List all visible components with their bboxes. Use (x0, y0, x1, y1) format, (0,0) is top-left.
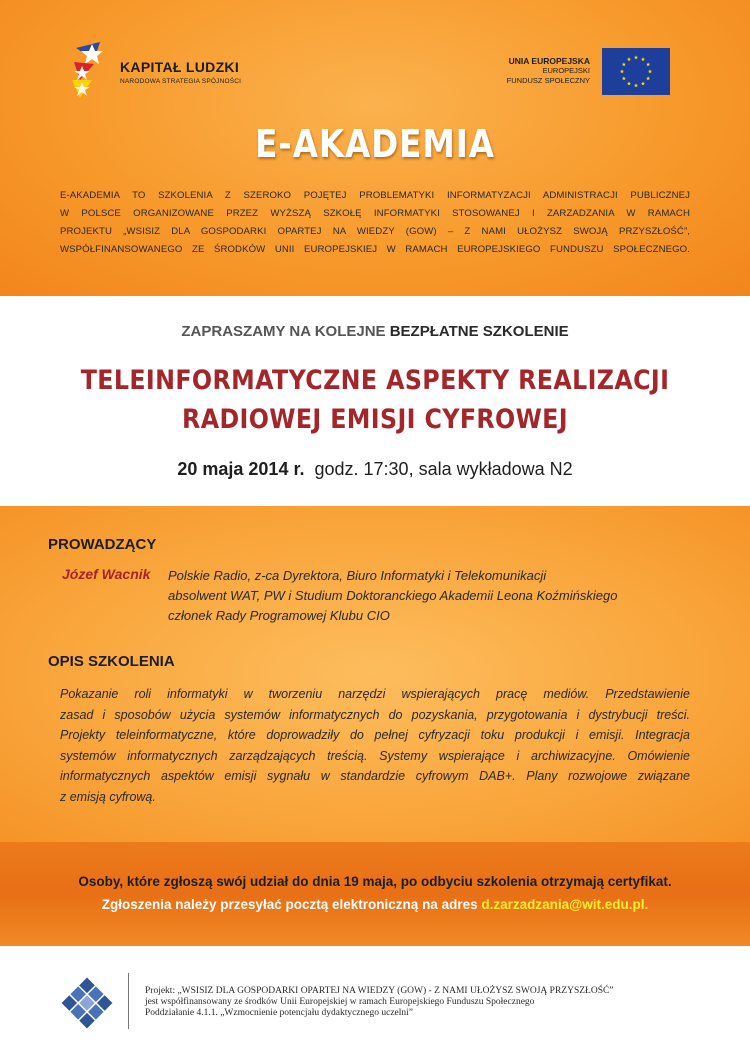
training-title-line-1: TELEINFORMATYCZNE ASPEKTY REALIZACJI (80, 365, 670, 396)
registration-notice (0, 897, 750, 912)
description-heading: OPIS SZKOLENIA (48, 653, 175, 670)
eu-logo (470, 48, 670, 98)
e-akademia-title: E-AKADEMIA (255, 122, 495, 166)
eu-flag-icon (602, 48, 670, 95)
training-description-line: Pokazanie roli informatyki w tworzeniu narzędzi wspierających pracę mediów. Przedstawienie (60, 687, 690, 701)
wit-logo-icon (58, 974, 116, 1032)
footer-divider (128, 973, 129, 1029)
training-description-line: zasad i sposobów użycia systemów informatycznych do pozyskania, przygotowania i dystrybucji treści. (60, 707, 690, 722)
invitation-bold: BEZPŁATNE SZKOLENIE (389, 323, 569, 340)
lecturer-heading: PROWADZĄCY (48, 536, 157, 553)
certificate-notice: Osoby, które zgłoszą swój udział do dnia 19 maja, po odbyciu szkolenia otrzymają certyfikat. (78, 874, 672, 889)
lecturer-details (168, 566, 617, 626)
training-description-line: Projekty teleinformatyczne, które doprowadziły do pełnej cyfryzacji toku produkcji i emisji. Integracja (60, 728, 690, 742)
lecturer-detail-line: absolwent WAT, PW i Studium Doktoranckiego Akademii Leona Koźmińskiego (168, 588, 618, 603)
certificate-band (0, 842, 750, 946)
invitation-normal: ZAPRASZAMY NA KOLEJNE (181, 323, 386, 340)
training-title-line-2: RADIOWEJ EMISJI CYFROWEJ (182, 404, 568, 435)
date-line (0, 459, 750, 480)
kapital-ludzki-stars-icon (70, 40, 114, 100)
e-akademia-description (60, 187, 690, 259)
lecturer-name: Józef Wacnik (62, 566, 151, 582)
lecturer-detail-line: członek Rady Programowej Klubu CIO (168, 608, 390, 623)
kapital-ludzki-logo (70, 40, 270, 100)
invitation-band (0, 296, 750, 506)
lecturer-detail-line: Polskie Radio, z-ca Dyrektora, Biuro Informatyki i Telekomunikacji (168, 568, 547, 583)
info-band (0, 506, 750, 842)
description-line: E-AKADEMIA TO SZKOLENIA Z SZEROKO POJĘTEJ PROBLEMATYKI INFORMATYZACJI ADMINISTRACJI PUBLICZNEJ (60, 190, 690, 201)
footer-line: Poddziałanie 4.1.1. „Wzmocnienie potencjału dydaktycznego uczelni” (145, 1008, 414, 1018)
training-date: 20 maja 2014 r. (177, 459, 305, 479)
kapital-ludzki-subtitle: NARODOWA STRATEGIA SPÓJNOŚCI (120, 78, 242, 85)
eu-line-1: UNIA EUROPEJSKA (508, 56, 590, 66)
footer-line: Projekt: „WSISIZ DLA GOSPODARKI OPARTEJ NA WIEDZY (GOW) - Z NAMI UŁOŻYSZ SWOJĄ PRZYSZŁOŚĆ” (145, 986, 614, 996)
eu-line-3: FUNDUSZ SPOŁECZNY (506, 76, 590, 85)
footer-project-info (145, 986, 614, 1019)
footer (0, 946, 750, 1061)
eu-line-2: EUROPEJSKI (542, 66, 590, 75)
training-time-place: godz. 17:30, sala wykładowa N2 (314, 459, 573, 479)
invitation-text (0, 323, 750, 340)
training-description-line: informatycznych aspektów emisji sygnału w standardzie cyfrowym DAB+. Plany rozwojowe związane (60, 769, 690, 783)
registration-email-link[interactable]: d.zarzadzania@wit.edu.pl. (481, 897, 649, 912)
training-description (60, 684, 690, 807)
description-line: PROJEKTU „WSISIZ DLA GOSPODARKI OPARTEJ NA WIEDZY (GOW) – Z NAMI UŁOŻYSZ SWOJĄ PRZYSZŁOŚĆ”, (60, 226, 690, 237)
training-description-line: z emisją cyfrową. (60, 789, 156, 804)
description-line: W POLSCE ORGANIZOWANE PRZEZ WYŻSZĄ SZKOŁĘ INFORMATYKI STOSOWANEJ I ZARZADZANIA W RAMACH (60, 208, 690, 219)
training-title (0, 361, 750, 439)
header-band (0, 0, 750, 296)
description-line: WSPÓŁFINANSOWANEGO ZE ŚRODKÓW UNII EUROPEJSKIEJ W RAMACH EUROPEJSKIEGO FUNDUSZU SPOŁECZNEGO. (60, 244, 690, 255)
registration-text: Zgłoszenia należy przesyłać pocztą elektroniczną na adres (101, 897, 478, 912)
eu-caption (507, 56, 590, 86)
footer-line: jest współfinansowany ze środków Unii Europejskiej w ramach Europejskiego Funduszu Społecznego (145, 997, 535, 1007)
kapital-ludzki-title: KAPITAŁ LUDZKI (120, 59, 240, 75)
training-description-line: systemów informatycznych zarządzających treścią. Systemy wspierające i archiwizacyjne. Omówienie (60, 748, 690, 763)
